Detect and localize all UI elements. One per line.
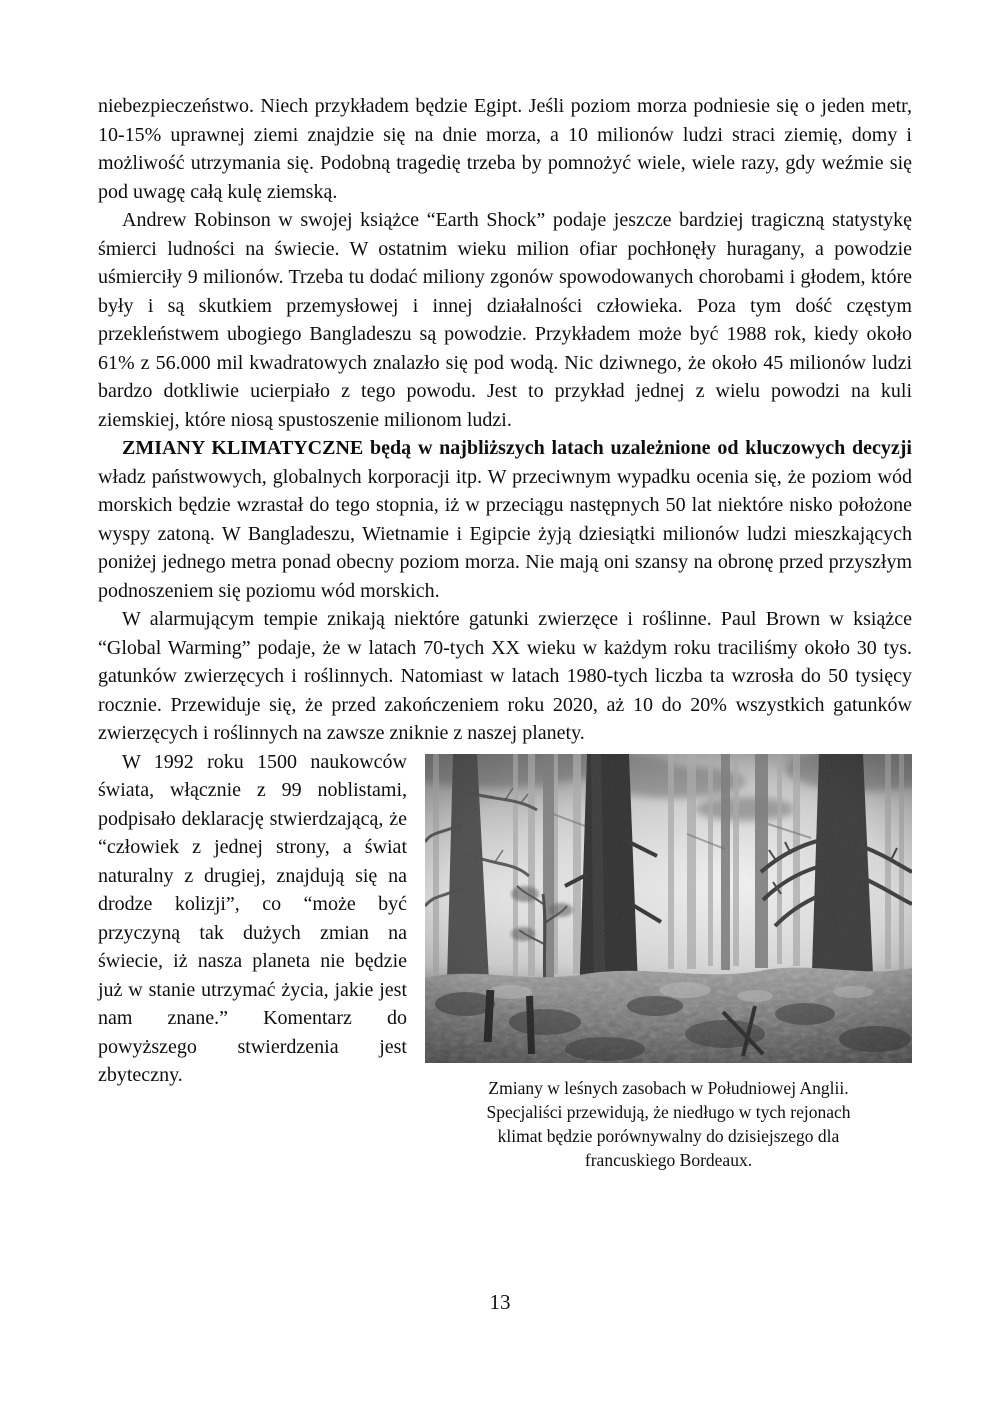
forest-figure (425, 754, 912, 1172)
figure-caption-line: francuskiego Bordeaux. (584, 1149, 753, 1170)
figure-caption-line: Zmiany w leśnych zasobach w Południowej Anglii. (488, 1077, 849, 1098)
paragraph-scientists-declaration: W 1992 roku 1500 naukowców świata, włącznie z 99 noblistami, podpisało deklarację stwierdzającą, że “człowiek z jednej strony, a świat naturalny z drugiej, znajdują się na drodze kolizji”, co “może być przyczyną tak dużych zmian na świecie, iż nasza planeta nie będzie już w stanie utrzymać życia, jakie jest nam znane.” Komentarz do powyższego stwierdzenia jest zbyteczny. (98, 750, 407, 1086)
page-number: 13 (489, 1290, 511, 1314)
paragraph-climate-changes (98, 434, 912, 605)
paragraph-earth-shock: Andrew Robinson w swojej książce “Earth Shock” podaje jeszcze bardziej tragiczną statystykę śmierci ludności na świecie. W ostatnim wieku milion ofiar pochłonęły huragany, a powodzie uśmierciły 9 milionów. Trzeba tu dodać miliony zgonów spowodowanych chorobami i głodem, które były i są skutkiem przemysłowej i innej działalności człowieka. Poza tym dość częstym przekleństwem ubogiego Bangladeszu są powodzie. Przykładem może być 1988 rok, kiedy około 61% z 56.000 mil kwadratowych znalazło się pod wodą. Nic dziwnego, że około 45 milionów ludzi bardzo dotkliwie ucierpiało z tego powodu. Jest to przykład jednej z wielu powodzi na kuli ziemskiej, które niosą spustoszenie milionom ludzi. (98, 209, 912, 431)
figure-caption (425, 1076, 912, 1172)
paragraph-species-loss: W alarmującym tempie znikają niektóre gatunki zwierzęce i roślinne. Paul Brown w książce “Global Warming” podaje, że w latach 70-tych XX wieku w każdym roku traciliśmy około 30 tys. gatunków zwierzęcych i roślinnych. Natomiast w latach 1980-tych liczba ta wzrosła do 50 tysięcy rocznie. Przewiduje się, że przed zakończeniem roku 2020, aż 10 do 20% wszystkich gatunków zwierzęcych i roślinnych na zawsze zniknie z naszej planety. (98, 608, 912, 744)
paragraph-egypt: niebezpieczeństwo. Niech przykładem będzie Egipt. Jeśli poziom morza podniesie się o jeden metr, 10-15% uprawnej ziemi znajdzie się na dnie morza, a 10 milionów ludzi straci ziemię, domy i możliwość utrzymania się. Podobną tragedię trzeba by pomnożyć wiele, wiele razy, gdy weźmie się pod uwagę całą kulę ziemską. (98, 95, 912, 203)
paragraph-climate-changes-rest: władz państwowych, globalnych korporacji itp. W przeciwnym wypadku ocenia się, że poziom wód morskich będzie wzrastał do tego stopnia, iż w przeciągu następnych 50 lat niektóre nisko położone wyspy zatoną. W Bangladeszu, Wietnamie i Egipcie żyją dziesiątki milionów ludzi mieszkających poniżej jednego metra ponad obecny poziom morza. Nie mają oni szansy na obronę przed przyszłym podnoszeniem się poziomu wód morskich. (98, 465, 912, 602)
text-block (98, 92, 912, 1172)
bold-lead-climate-changes: ZMIANY KLIMATYCZNE będą w najbliższych latach uzależnione od kluczowych decyzji (122, 437, 912, 459)
figure-caption-line: Specjaliści przewidują, że niedługo w tych rejonach (486, 1101, 851, 1122)
figure-caption-line: klimat będzie porównywalny do dzisiejszego dla (497, 1125, 840, 1146)
misty-forest-photo (425, 754, 912, 1063)
forest-photo-illustration (425, 754, 912, 1063)
